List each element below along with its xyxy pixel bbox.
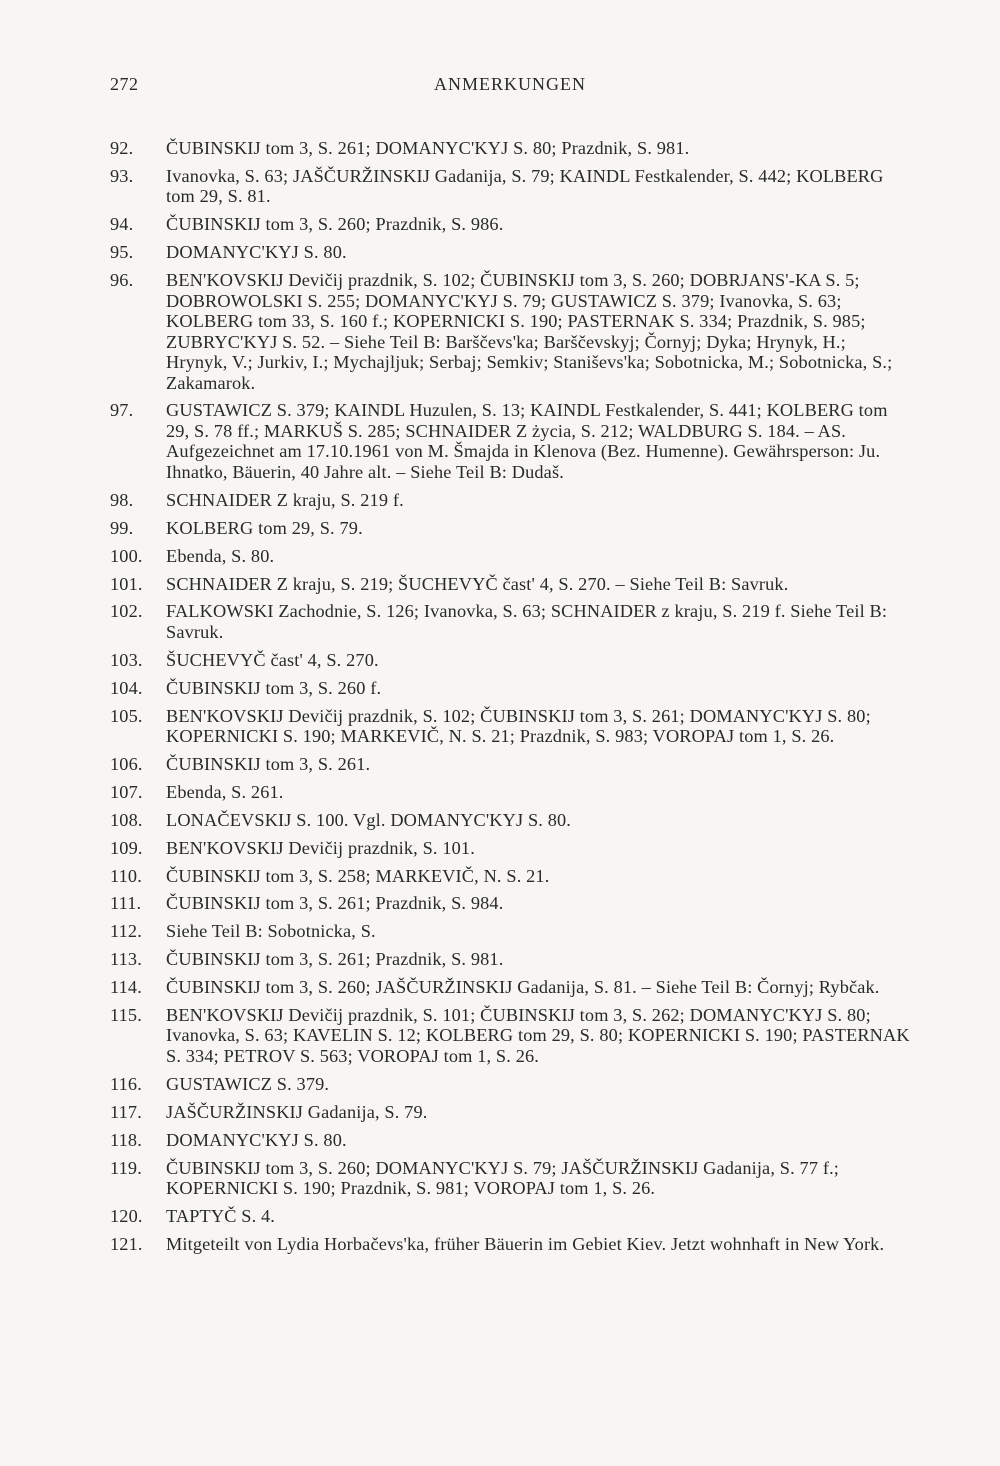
note-text: ČUBINSKIJ tom 3, S. 260; JAŠČURŽINSKIJ Gadanija, S. 81. – Siehe Teil B: Čornyj; Rybčak. — [166, 977, 880, 998]
note-item — [110, 270, 910, 393]
note-number: 111. — [110, 893, 142, 914]
note-text: BEN'KOVSKIJ Devičij prazdnik, S. 102; ČUBINSKIJ tom 3, S. 261; DOMANYC'KYJ S. 80; KOPERNICKI S. 190; MARKEVIČ, N. S. 21; Prazdnik, S. 983; VOROPAJ tom 1, S. 26. — [166, 705, 871, 747]
note-text: TAPTYČ S. 4. — [166, 1205, 276, 1226]
note-number: 93. — [110, 165, 134, 186]
note-text: BEN'KOVSKIJ Devičij prazdnik, S. 101. — [166, 837, 475, 858]
note-item — [110, 400, 910, 482]
note-number: 113. — [110, 949, 142, 970]
note-item — [110, 166, 910, 207]
note-item — [110, 921, 910, 942]
note-item — [110, 977, 910, 998]
note-number: 117. — [110, 1101, 142, 1122]
note-number: 116. — [110, 1073, 142, 1094]
note-number: 104. — [110, 677, 143, 698]
note-item — [110, 214, 910, 235]
note-text: BEN'KOVSKIJ Devičij prazdnik, S. 101; ČUBINSKIJ tom 3, S. 262; DOMANYC'KYJ S. 80; Ivanovka, S. 63; KAVELIN S. 12; KOLBERG tom 29, S. 80; KOPERNICKI S. 190; PASTERNAK S. 334; PETROV S. 563; VOROPAJ tom 1, S. 26. — [166, 1004, 910, 1066]
note-item — [110, 1074, 910, 1095]
note-item — [110, 949, 910, 970]
note-item — [110, 242, 910, 263]
note-number: 114. — [110, 977, 142, 998]
running-title: ANMERKUNGEN — [434, 74, 586, 94]
note-text: ČUBINSKIJ tom 3, S. 258; MARKEVIČ, N. S. 21. — [166, 865, 550, 886]
note-text: DOMANYC'KYJ S. 80. — [166, 1129, 347, 1150]
note-text: Ebenda, S. 261. — [166, 781, 284, 802]
note-text: ŠUCHEVYČ čast' 4, S. 270. — [166, 649, 379, 670]
note-text: KOLBERG tom 29, S. 79. — [166, 517, 363, 538]
note-item — [110, 1130, 910, 1151]
note-item — [110, 574, 910, 595]
note-item — [110, 866, 910, 887]
note-number: 118. — [110, 1129, 142, 1150]
page-number: 272 — [110, 74, 139, 94]
note-text: SCHNAIDER Z kraju, S. 219; ŠUCHEVYČ čast' 4, S. 270. – Siehe Teil B: Savruk. — [166, 573, 789, 594]
note-text: DOMANYC'KYJ S. 80. — [166, 242, 347, 263]
note-number: 120. — [110, 1205, 143, 1226]
note-text: Ivanovka, S. 63; JAŠČURŽINSKIJ Gadanija, S. 79; KAINDL Festkalender, S. 442; KOLBERG tom 29, S. 81. — [166, 165, 884, 207]
note-item — [110, 782, 910, 803]
note-item — [110, 1158, 910, 1199]
note-item — [110, 893, 910, 914]
page-header — [110, 74, 910, 104]
note-number: 101. — [110, 573, 143, 594]
note-number: 110. — [110, 865, 142, 886]
note-item — [110, 754, 910, 775]
note-item — [110, 838, 910, 859]
note-number: 94. — [110, 214, 134, 235]
note-item — [110, 1102, 910, 1123]
note-text: Siehe Teil B: Sobotnicka, S. — [166, 921, 376, 942]
note-item — [110, 601, 910, 642]
note-text: JAŠČURŽINSKIJ Gadanija, S. 79. — [166, 1101, 428, 1122]
note-text: ČUBINSKIJ tom 3, S. 260; DOMANYC'KYJ S. 79; JAŠČURŽINSKIJ Gadanija, S. 77 f.; KOPERNICKI S. 190; Prazdnik, S. 981; VOROPAJ tom 1, S. 26. — [166, 1157, 840, 1199]
note-item — [110, 650, 910, 671]
note-number: 112. — [110, 921, 142, 942]
note-text: BEN'KOVSKIJ Devičij prazdnik, S. 102; ČUBINSKIJ tom 3, S. 260; DOBRJANS'-KA S. 5; DOBROWOLSKI S. 255; DOMANYC'KYJ S. 79; GUSTAWICZ S. 379; Ivanovka, S. 63; KOLBERG tom 33, S. 160 f.; KOPERNICKI S. 190; PASTERNAK S. 334; Prazdnik, S. 985; ZUBRYC'KYJ S. 52. – Siehe Teil B: Barščevs'ka; Barščevskyj; Čornyj; Dyka; Hrynyk, H.; Hrynyk, V.; Jurkiv, I.; Mychajljuk; Serbaj; Semkiv; Staniševs'ka; Sobotnicka, M.; Sobotnicka, S.; Zakamarok. — [166, 270, 893, 393]
note-number: 95. — [110, 242, 134, 263]
note-item — [110, 678, 910, 699]
note-text: ČUBINSKIJ tom 3, S. 261; DOMANYC'KYJ S. 80; Prazdnik, S. 981. — [166, 138, 690, 158]
note-number: 99. — [110, 517, 134, 538]
note-text: ČUBINSKIJ tom 3, S. 261; Prazdnik, S. 984. — [166, 893, 504, 914]
note-text: ČUBINSKIJ tom 3, S. 261. — [166, 753, 371, 774]
note-number: 105. — [110, 705, 143, 726]
note-item — [110, 1206, 910, 1227]
note-number: 102. — [110, 601, 143, 622]
note-number: 121. — [110, 1233, 143, 1254]
note-text: FALKOWSKI Zachodnie, S. 126; Ivanovka, S. 63; SCHNAIDER z kraju, S. 219 f. Siehe Teil B: Savruk. — [166, 601, 888, 642]
note-number: 106. — [110, 753, 143, 774]
note-number: 97. — [110, 400, 134, 421]
note-item — [110, 490, 910, 511]
note-text: Ebenda, S. 80. — [166, 545, 275, 566]
note-text: GUSTAWICZ S. 379; KAINDL Huzulen, S. 13; KAINDL Festkalender, S. 441; KOLBERG tom 29, S. 78 ff.; MARKUŠ S. 285; SCHNAIDER Z życia, S. 212; WALDBURG S. 184. – AS. Aufgezeichnet am 17.10.1961 von M. Šmajda in Klenova (Bez. Humenne). Gewährsperson: Ju. Ihnatko, Bäuerin, 40 Jahre alt. – Siehe Teil B: Dudaš. — [166, 400, 888, 482]
note-number: 107. — [110, 781, 143, 802]
note-number: 119. — [110, 1157, 142, 1178]
note-text: LONAČEVSKIJ S. 100. Vgl. DOMANYC'KYJ S. 80. — [166, 809, 572, 830]
note-text: GUSTAWICZ S. 379. — [166, 1073, 330, 1094]
note-item — [110, 546, 910, 567]
note-number: 100. — [110, 545, 143, 566]
note-number: 109. — [110, 837, 143, 858]
note-item — [110, 1005, 910, 1067]
note-item — [110, 1234, 910, 1255]
note-item — [110, 138, 910, 159]
note-number: 108. — [110, 809, 143, 830]
note-text: ČUBINSKIJ tom 3, S. 260 f. — [166, 677, 382, 698]
note-number: 103. — [110, 649, 143, 670]
note-text: ČUBINSKIJ tom 3, S. 261; Prazdnik, S. 981. — [166, 949, 504, 970]
note-item — [110, 706, 910, 747]
note-text: SCHNAIDER Z kraju, S. 219 f. — [166, 489, 404, 510]
note-number: 115. — [110, 1004, 142, 1025]
note-text: ČUBINSKIJ tom 3, S. 260; Prazdnik, S. 986. — [166, 214, 504, 235]
note-number: 92. — [110, 138, 134, 158]
note-item — [110, 518, 910, 539]
note-text: Mitgeteilt von Lydia Horbačevs'ka, früher Bäuerin im Gebiet Kiev. Jetzt wohnhaft in New York. — [166, 1233, 885, 1254]
note-number: 98. — [110, 489, 134, 510]
note-item — [110, 810, 910, 831]
notes-list — [110, 138, 910, 1262]
note-number: 96. — [110, 270, 134, 291]
